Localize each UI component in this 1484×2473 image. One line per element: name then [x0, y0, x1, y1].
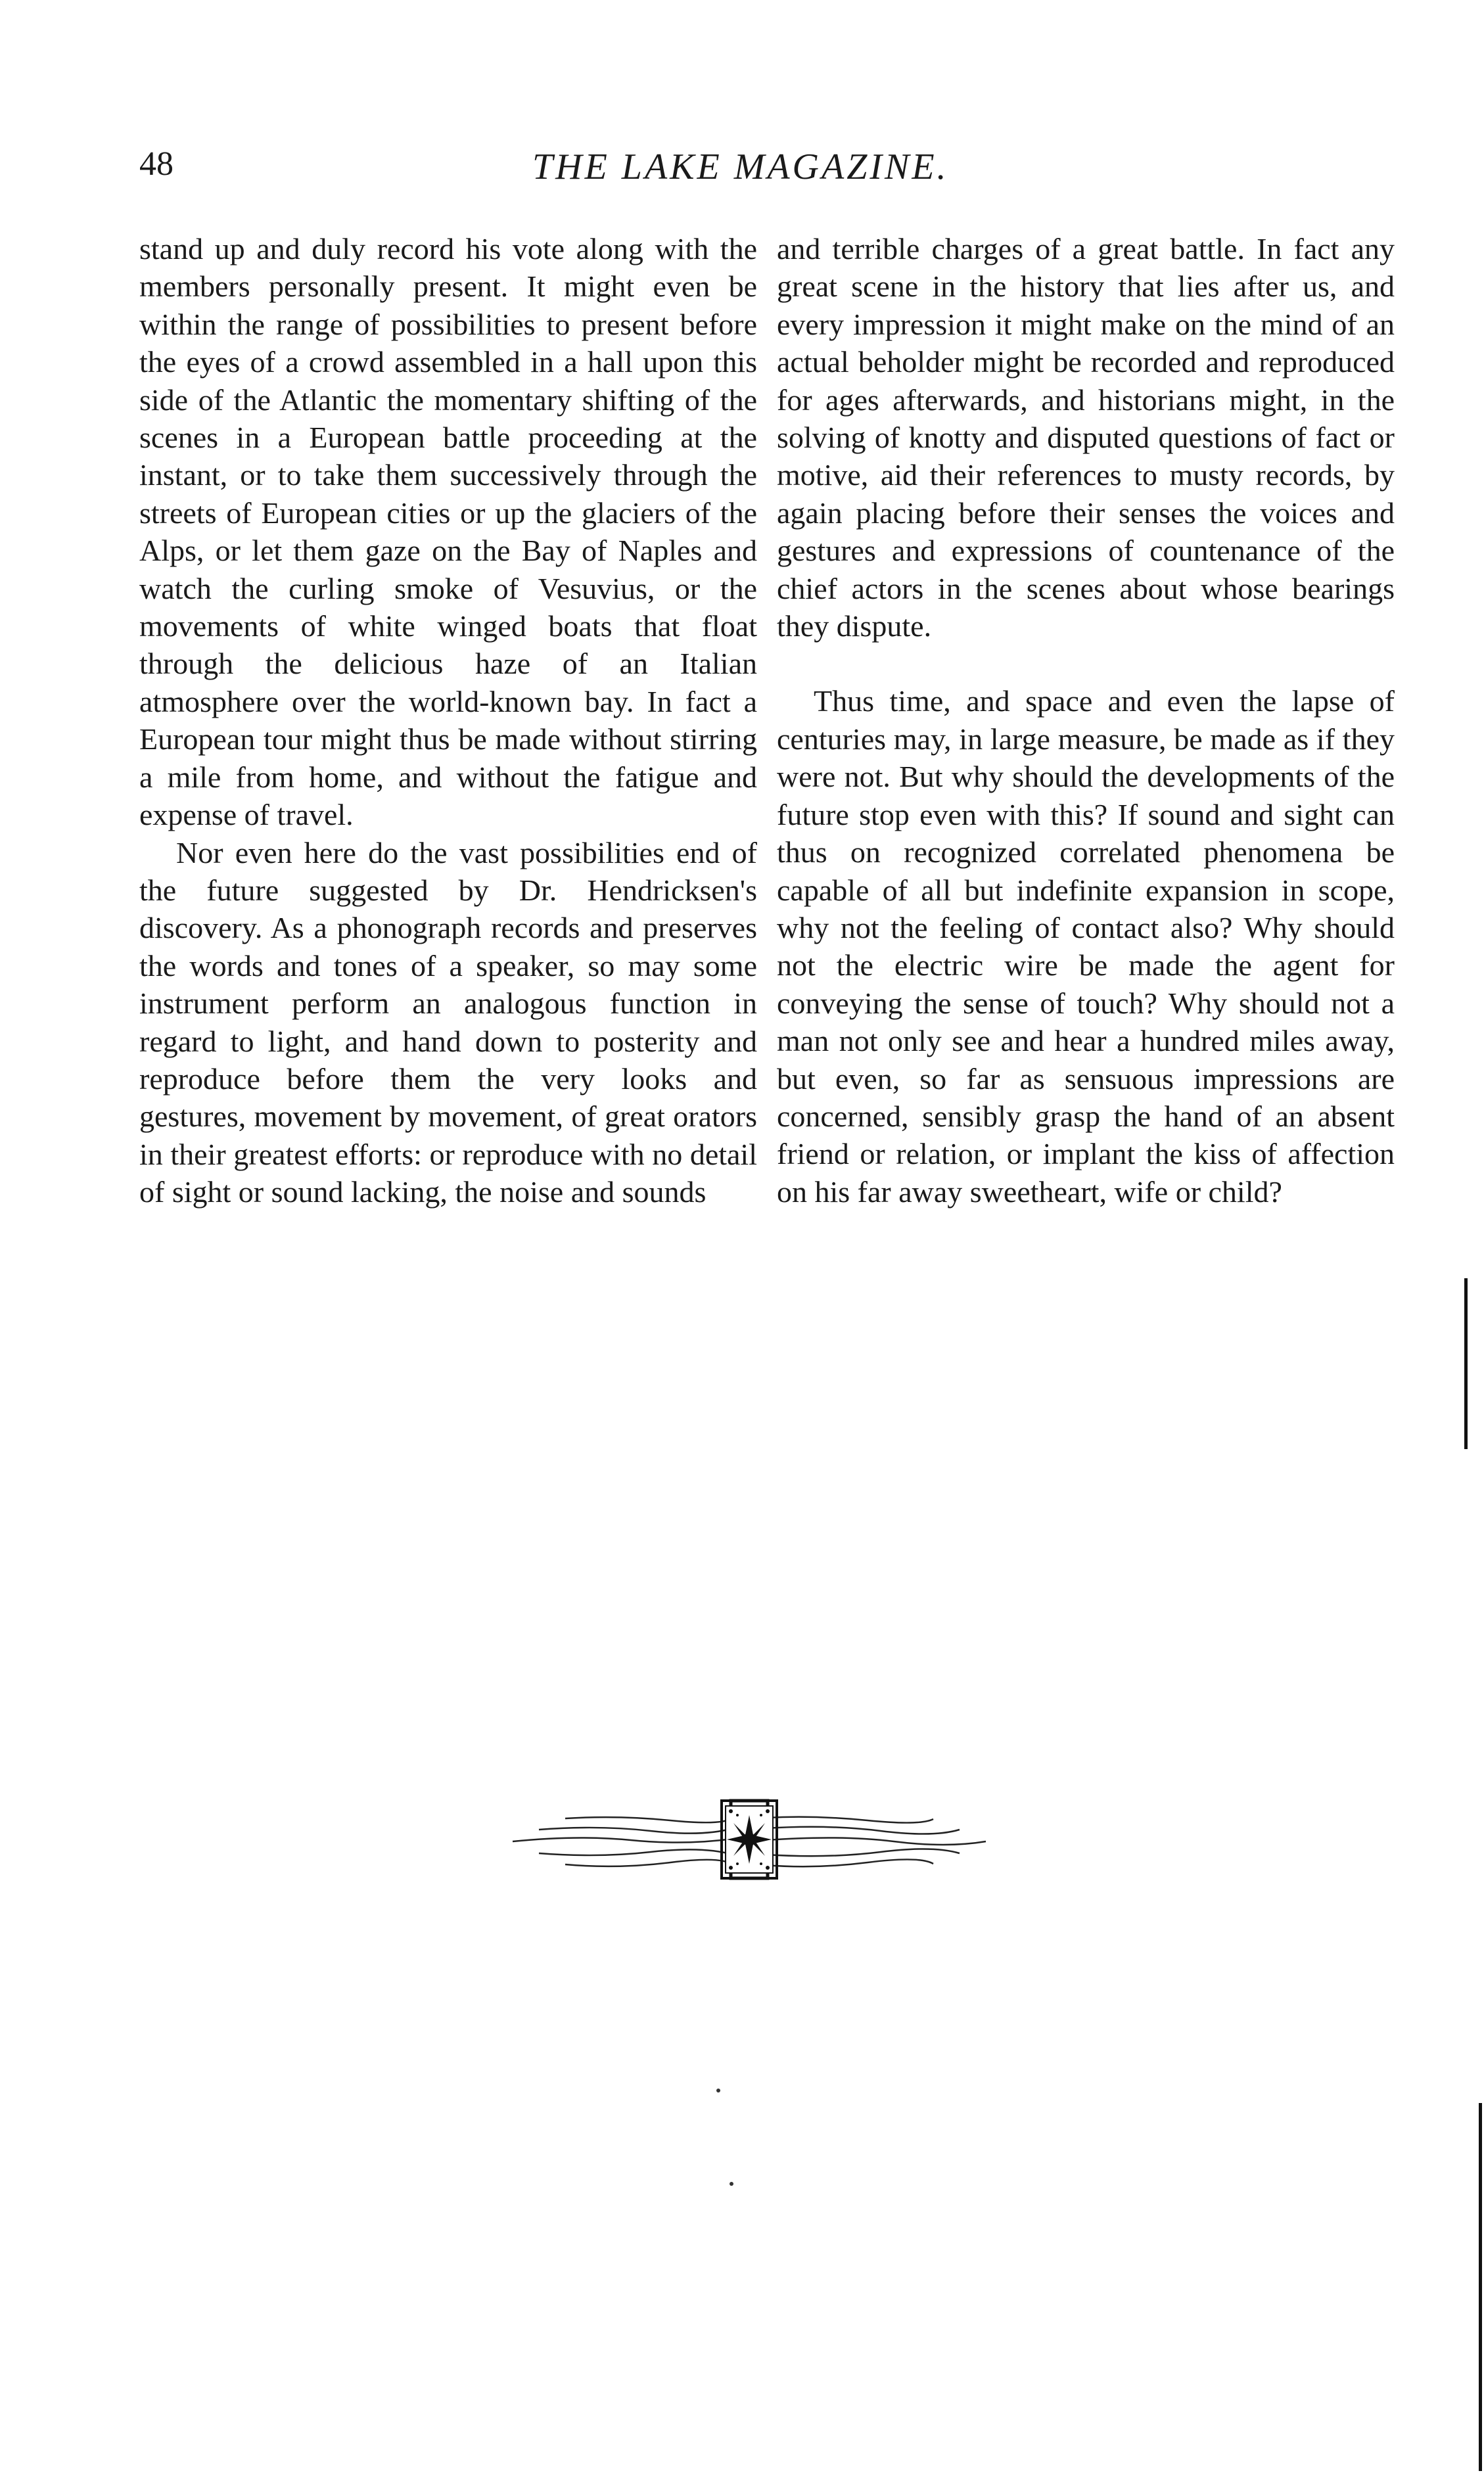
left-column — [139, 230, 757, 1211]
left-paragraph-2: Nor even here do the vast possibilities end of the future suggested by Dr. Hendricksen's discovery. As a phonograph records and preserves the words and tones of a speaker, so may some instrument perform an analogous function in regard to light, and hand down to posterity and reproduce before them the very looks and gestures, movement by movement, of great orators in their greatest efforts: or reproduce with no detail of sight or sound lacking, the noise and sounds — [139, 835, 757, 1209]
right-paragraph-2: Thus time, and space and even the lapse of centuries may, in large measure, be made as if they were not. But why should the developments of the future stop even with this? If sound and sight can thus on recognized correlated phenomena be capable of all but indefinite expansion in scope, why not the feeling of contact also? Why should not the electric wire be made the agent for conveying the sense of touch? Why should not a man not only see and hear a hundred miles away, but even, so far as sensuous impressions are concerned, sensibly grasp the hand of an absent friend or relation, or implant the kiss of affection on his far away sweetheart, wife or child? — [777, 684, 1395, 1209]
ink-speck — [730, 2182, 733, 2186]
right-column — [777, 230, 1395, 1211]
page-edge-mark — [1464, 1278, 1468, 1449]
ink-speck — [716, 2089, 720, 2092]
running-head: THE LAKE MAGAZINE. — [532, 147, 949, 187]
page-number: 48 — [139, 145, 174, 183]
right-paragraph-1: and terrible charges of a great battle. In fact any great scene in the history that lies after us, and every impression it might make on the mind of an actual beholder might be recorded and reproduced for ages afterwards, and historians might, in the solving of knotty and disputed questions of fact or motive, aid their references to musty records, by again placing before their senses the voices and gestures and expressions of countenance of the chief actors in the scenes about whose bearings they dispute. — [777, 232, 1395, 643]
tailpiece-ornament-icon — [499, 1789, 999, 1887]
left-paragraph-1: stand up and duly record his vote along with the members personally present. It might even be within the range of possibilities to present before the eyes of a crowd assembled in a hall upon this side of the Atlantic the momentary shifting of the scenes in a European battle proceeding at the instant, or to take them successively through the streets of European cities or up the glaciers of the Alps, or let them gaze on the Bay of Naples and watch the curling smoke of Vesuvius, or the movements of white winged boats that float through the delicious haze of an Italian atmosphere over the world-known bay. In fact a European tour might thus be made without stirring a mile from home, and without the fatigue and expense of travel. — [139, 232, 757, 832]
page-edge-mark — [1479, 2103, 1482, 2471]
